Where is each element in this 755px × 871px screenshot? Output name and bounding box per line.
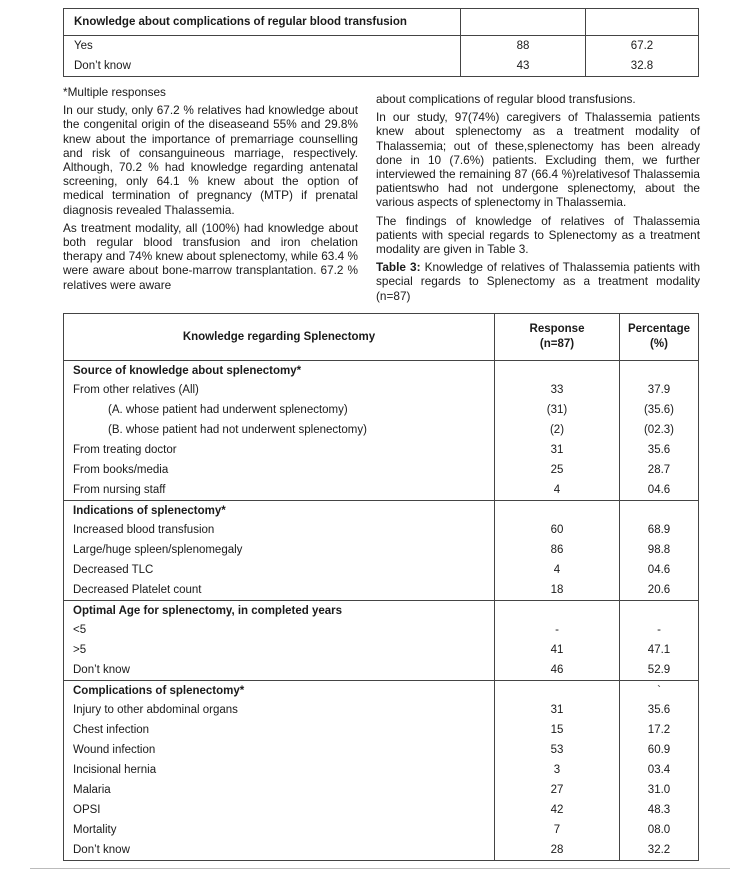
row-label: Don’t know [64,56,461,77]
row-label: Increased blood transfusion [64,520,495,540]
row-count: 60 [495,520,620,540]
row-percentage: 98.8 [620,540,699,560]
table-row [64,380,699,400]
stray-mark: ` [620,681,699,701]
row-label: Don’t know [64,840,495,861]
row-count: 33 [495,380,620,400]
table-row [64,780,699,800]
row-label: Don’t know [64,660,495,681]
table-row [64,820,699,840]
table-row [64,700,699,720]
row-label: Decreased TLC [64,560,495,580]
row-percentage: 32.2 [620,840,699,861]
table-header-row [64,9,699,36]
row-count: 28 [495,840,620,861]
section-header-row [64,361,699,381]
row-label: From treating doctor [64,440,495,460]
table-row [64,660,699,681]
row-count: 46 [495,660,620,681]
row-label: Injury to other abdominal organs [64,700,495,720]
table-caption-text: Knowledge of relatives of Thalassemia patients with special regards to Splenectomy as a treatment modality (n=87) [376,260,701,303]
table-row [64,840,699,861]
table-row [64,560,699,580]
row-count: 86 [495,540,620,560]
row-percentage: 03.4 [620,760,699,780]
row-percentage: 35.6 [620,700,699,720]
row-percentage: 37.9 [620,380,699,400]
row-percentage: 67.2 [586,36,699,57]
row-label: Mortality [64,820,495,840]
blood-transfusion-complications-table [63,8,699,77]
row-label: <5 [64,620,495,640]
section-header-row [64,681,699,701]
paragraph-congenital-origin: In our study, only 67.2 % relatives had knowledge about the congenital origin of the diseaseand 55% and 29.8% knew about the importance of premarriage counselling and risk of consanguineous marriage, respectively. Although, 70.2 % had knowledge regarding antenatal screening, only 64.1 % knew about the option of medical termination of pregnancy (MTP) if prenatal diagnosis revealed Thalassemia. [63,103,358,217]
table-row [64,400,699,420]
row-label: Chest infection [64,720,495,740]
row-percentage: 04.6 [620,560,699,580]
section-title: Optimal Age for splenectomy, in completed years [64,601,495,621]
row-percentage: 28.7 [620,460,699,480]
row-percentage: 52.9 [620,660,699,681]
row-count: 53 [495,740,620,760]
row-percentage: (35.6) [620,400,699,420]
row-percentage: 47.1 [620,640,699,660]
row-percentage: 04.6 [620,480,699,501]
table-caption [376,260,700,303]
table-row [64,540,699,560]
row-percentage: - [620,620,699,640]
table-row [64,56,699,77]
row-count: 31 [495,440,620,460]
row-label: Yes [64,36,461,57]
table-row [64,580,699,601]
paragraph-continuation: about complications of regular blood transfusions. [376,92,636,106]
row-percentage: 31.0 [620,780,699,800]
row-label: From other relatives (All) [64,380,495,400]
table-row [64,520,699,540]
table-row [64,460,699,480]
row-label: (A. whose patient had underwent splenectomy) [64,400,495,420]
table-row [64,480,699,501]
multiple-responses-note: *Multiple responses [63,85,166,99]
table-row [64,760,699,780]
row-label: Large/huge spleen/splenomegaly [64,540,495,560]
header-knowledge: Knowledge regarding Splenectomy [64,314,495,361]
row-percentage: 60.9 [620,740,699,760]
paragraph-treatment-modality: As treatment modality, all (100%) had knowledge about both regular blood transfusion and iron chelation therapy and 74% knew about splenectomy, while 63.4 % were aware about bone-marrow transplantation. 67.2 % relatives were aware [63,220,358,292]
row-percentage: 35.6 [620,440,699,460]
row-count: (31) [495,400,620,420]
row-count: 31 [495,700,620,720]
row-count: (2) [495,420,620,440]
row-label: >5 [64,640,495,660]
row-count: 7 [495,820,620,840]
row-percentage: 48.3 [620,800,699,820]
row-label: Decreased Platelet count [64,580,495,601]
row-count: - [495,620,620,640]
table-row [64,420,699,440]
header-response: Response (n=87) [495,314,620,361]
row-percentage: (02.3) [620,420,699,440]
table-row [64,620,699,640]
row-label: (B. whose patient had not underwent splenectomy) [64,420,495,440]
paragraph-splenectomy-knowledge: In our study, 97(74%) caregivers of Thalassemia patients knew about splenectomy as a treatment modality of Thalassemia; out of these,splenectomy has been already done in 10 (7.6%) patients. Excluding them, we further interviewed the remaining 87 (66.4 %)relativesof Thalassemia patientswho had not undergone splenectomy, about the various aspects of splenectomy in Thalassemia. [376,110,700,210]
row-percentage: 17.2 [620,720,699,740]
row-count: 42 [495,800,620,820]
table-row [64,740,699,760]
left-text-column [63,85,358,296]
section-title: Source of knowledge about splenectomy* [64,361,495,381]
row-count: 43 [461,56,586,77]
row-count: 15 [495,720,620,740]
row-label: From nursing staff [64,480,495,501]
header-percentage: Percentage (%) [620,314,699,361]
table-row [64,36,699,57]
row-label: Malaria [64,780,495,800]
row-count: 25 [495,460,620,480]
row-count: 3 [495,760,620,780]
table-header-row [64,314,699,361]
row-count: 41 [495,640,620,660]
right-text-column [376,92,700,307]
row-count: 18 [495,580,620,601]
row-label: OPSI [64,800,495,820]
table-caption-label: Table 3: [376,260,421,275]
section-header-row [64,601,699,621]
row-label: From books/media [64,460,495,480]
table-row [64,720,699,740]
row-label: Incisional hernia [64,760,495,780]
page-divider [30,868,730,869]
table-row [64,640,699,660]
paragraph-table-reference: The findings of knowledge of relatives of Thalassemia patients with special regards to Splenectomy as a treatment modality are given in Table 3. [376,213,700,257]
row-percentage: 08.0 [620,820,699,840]
row-count: 88 [461,36,586,57]
row-label: Wound infection [64,740,495,760]
table-row [64,800,699,820]
table-header-cell: Knowledge about complications of regular blood transfusion [64,9,461,36]
section-title: Complications of splenectomy* [64,681,495,701]
section-header-row [64,501,699,521]
row-count: 27 [495,780,620,800]
row-count: 4 [495,560,620,580]
row-percentage: 68.9 [620,520,699,540]
row-percentage: 32.8 [586,56,699,77]
row-count: 4 [495,480,620,501]
splenectomy-knowledge-table [63,313,699,861]
table-row [64,440,699,460]
row-percentage: 20.6 [620,580,699,601]
section-title: Indications of splenectomy* [64,501,495,521]
